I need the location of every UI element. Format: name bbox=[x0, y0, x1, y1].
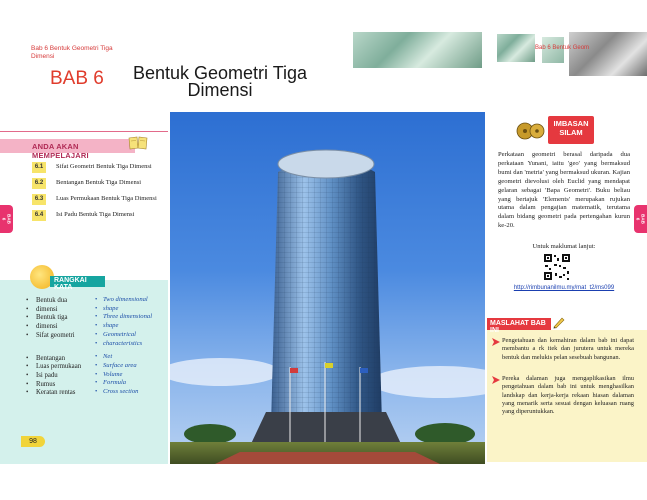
keyword-english: • Net bbox=[95, 353, 165, 362]
qr-code-icon[interactable] bbox=[543, 253, 571, 281]
chapter-title: Bentuk Geometri Tiga Dimensi bbox=[132, 63, 308, 100]
running-header-left: Bab 6 Bentuk Geometri Tiga Dimensi bbox=[31, 45, 113, 60]
keyword-malay: • Bentangan bbox=[26, 355, 90, 364]
keyword-english: • Surface area bbox=[95, 362, 165, 371]
chapter-side-tab-left bbox=[0, 205, 13, 233]
chapter-side-tab-right bbox=[634, 205, 647, 233]
keyword-english: • Three dimensional bbox=[95, 313, 165, 322]
keyword-malay: • Isi padu bbox=[26, 372, 90, 381]
keyword-malay: • Rumus bbox=[26, 381, 90, 390]
pencil-icon bbox=[552, 315, 566, 329]
learn-item-number: 6.2 bbox=[32, 178, 46, 189]
keywords-heading: RANGKAI KATA bbox=[50, 276, 105, 287]
keyword-malay-cont: • dimensi bbox=[26, 323, 90, 332]
keyword-english: • Cross section bbox=[95, 388, 165, 397]
keyword-english: • Volume bbox=[95, 371, 165, 380]
keyword-english: • Formula bbox=[95, 379, 165, 388]
keyword-malay: • Sifat geometri bbox=[26, 332, 90, 341]
learn-heading: ANDA AKAN MEMPELAJARI bbox=[0, 139, 135, 153]
keyword-malay: • Luas permukaan bbox=[26, 363, 90, 372]
keyword-malay-cont: • dimensi bbox=[26, 306, 90, 315]
chapter-side-tab-label: BAB 6 bbox=[635, 214, 646, 224]
open-book-icon bbox=[128, 135, 148, 150]
tower-photo bbox=[170, 112, 485, 464]
keyword-english-cont: • characteristics bbox=[95, 340, 165, 349]
tower-illustration bbox=[170, 112, 485, 464]
qr-caption: Untuk maklumat lanjut: bbox=[532, 243, 596, 250]
running-header-right: Bab 6 Bentuk Geom bbox=[535, 45, 590, 51]
learn-item-number: 6.3 bbox=[32, 194, 46, 205]
keyword-english: • Geometrical bbox=[95, 331, 165, 340]
arrow-bullet-icon bbox=[492, 338, 500, 346]
benefit-item bbox=[492, 337, 634, 362]
keywords-malay-list bbox=[26, 297, 90, 398]
keyword-english-cont: • shape bbox=[95, 322, 165, 331]
benefit-text: Pengetahuan dan kemahiran dalam bab ini dapat membantu a rk itek dan jurutera untuk mereka bentuk dan melukis pelan sesebuah bangunan. bbox=[502, 337, 634, 361]
flashback-heading: IMBASAN SILAM bbox=[548, 116, 594, 144]
learn-item-number: 6.4 bbox=[32, 210, 46, 221]
header-decoration-thumb bbox=[497, 34, 535, 62]
chapter-side-tab-label: BAB 6 bbox=[1, 214, 12, 224]
learn-item bbox=[32, 162, 192, 174]
keyword-malay: • Bentuk tiga bbox=[26, 314, 90, 323]
learn-divider bbox=[0, 131, 168, 132]
flashback-text: Perkataan geometri berasal daripada dua perkataan Yunani, iaitu 'geo' yang bermaksud bumi dan 'metria' yang bermaksud ukuran. Kajian geometri dievolusi oleh Euclid yang mendapat gelaran sebagai 'Bapa Geometri'. Buku beliau yang bertajuk 'Elements' merupakan rujukan utama dalam pengajian matematik, terutama dalam bidang geometri pada pertengahan kurun ke-20. bbox=[498, 151, 630, 230]
benefit-item bbox=[492, 375, 634, 416]
arrow-bullet-icon bbox=[492, 376, 500, 384]
learn-item bbox=[32, 194, 192, 206]
film-reel-icon bbox=[516, 120, 546, 142]
benefit-text: Pereka dalaman juga mengaplikasikan ilmu pengetahuan dalam bab ini untuk menghasilkan landskap dan kerja-kerja rekaan hiasan dalaman yang menarik serta sesuai dengan keluasan ruang yang diperuntukkan. bbox=[502, 375, 634, 416]
header-decoration-coin bbox=[569, 32, 647, 76]
chapter-number: BAB 6 bbox=[50, 68, 104, 89]
chapter-benefits-heading: MASLAHAT BAB INI bbox=[487, 318, 551, 330]
keyword-english: • Two dimensional bbox=[95, 296, 165, 305]
page-number-left: 98 bbox=[21, 436, 45, 447]
more-info-link[interactable]: http://rimbunanilmu.my/mat_t2/ms099 bbox=[513, 285, 615, 291]
learn-item-text: Luas Permukaan Bentuk Tiga Dimensi bbox=[56, 195, 157, 202]
learn-item-text: Sifat Geometri Bentuk Tiga Dimensi bbox=[56, 163, 152, 170]
learn-item bbox=[32, 210, 192, 222]
keyword-english-cont: • shape bbox=[95, 305, 165, 314]
keyword-malay: • Bentuk dua bbox=[26, 297, 90, 306]
learn-item-text: Isi Padu Bentuk Tiga Dimensi bbox=[56, 211, 135, 218]
learn-item bbox=[32, 178, 192, 190]
learn-item-number: 6.1 bbox=[32, 162, 46, 173]
header-decoration-banknote bbox=[353, 32, 482, 68]
keywords-english-list bbox=[95, 296, 165, 397]
keyword-malay: • Keratan rentas bbox=[26, 389, 90, 398]
learn-item-text: Bentangan Bentuk Tiga Dimensi bbox=[56, 179, 142, 186]
